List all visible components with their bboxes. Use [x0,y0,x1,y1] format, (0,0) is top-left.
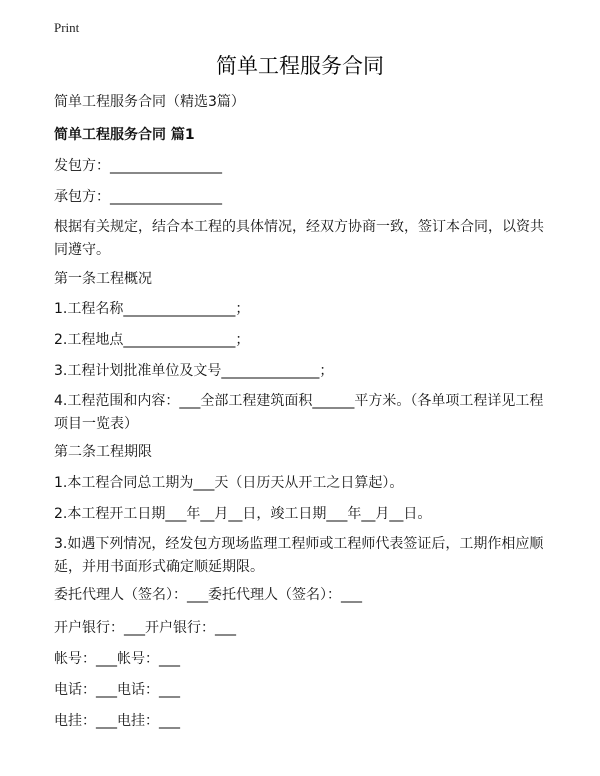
phone-line: 电话：___电话：___ [54,682,180,698]
party-a-line: 发包方：________________ [54,158,222,174]
approval-line: 3.工程计划批准单位及文号______________； [54,363,334,379]
subtitle: 简单工程服务合同（精选3篇） [54,94,245,110]
article-2-heading: 第二条工程期限 [54,444,152,460]
section-heading: 简单工程服务合同 篇1 [54,127,195,143]
scope-paragraph: 4.工程范围和内容：___全部工程建筑面积______平方米。（各单项工程详见工程项目一览表） [54,393,544,432]
article-1-heading: 第一条工程概况 [54,271,152,287]
total-duration-line: 1.本工程合同总工期为___天（日历天从开工之日算起）。 [54,475,404,491]
account-line: 帐号：___帐号：___ [54,651,180,667]
print-link[interactable]: Print [54,20,80,35]
intro-paragraph: 根据有关规定，结合本工程的具体情况，经双方协商一致，签订本合同，以资共同遵守。 [54,219,544,258]
project-location-line: 2.工程地点________________； [54,332,250,348]
party-b-line: 承包方：________________ [54,189,222,205]
document-title: 简单工程服务合同 [216,54,384,78]
extension-paragraph: 3.如遇下列情况，经发包方现场监理工程师或工程师代表签证后，工期作相应顺延，并用书面形式确定顺延期限。 [54,536,544,575]
project-name-line: 1.工程名称________________； [54,301,250,317]
agent-signature-line: 委托代理人（签名）：___委托代理人（签名）：___ [54,587,362,603]
bank-line: 开户银行：___开户银行：___ [54,620,236,636]
telegraph-line: 电挂：___电挂：___ [54,713,180,729]
start-end-date-line: 2.本工程开工日期___年__月__日，竣工日期___年__月__日。 [54,506,432,522]
